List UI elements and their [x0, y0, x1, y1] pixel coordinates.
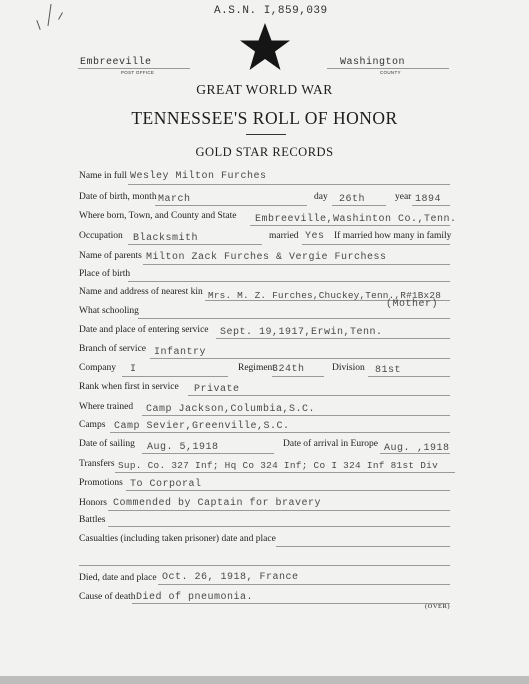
born-label: Where born, Town, and County and State [79, 211, 237, 221]
died-label: Died, date and place [79, 573, 157, 583]
arrival-month: Aug. [384, 443, 411, 454]
schooling-label: What schooling [79, 306, 139, 316]
regiment-value: 324th [272, 364, 305, 375]
dob-month-value: March [158, 194, 191, 205]
company-value: I [130, 364, 137, 375]
header-great-world-war: GREAT WORLD WAR [196, 82, 333, 97]
branch-label: Branch of service [79, 344, 146, 354]
promotions-label: Promotions [79, 478, 123, 488]
rank-label: Rank when first in service [79, 382, 179, 392]
name-label: Name in full [79, 171, 128, 181]
honors-label: Honors [79, 498, 107, 508]
dob-day-label: day [314, 192, 328, 202]
sailing-value: Aug. 5,1918 [147, 442, 219, 453]
camps-value: Camp Sevier,Greenville,S.C. [114, 421, 290, 432]
regiment-label: Regiment [238, 363, 275, 373]
header-divider [246, 134, 286, 135]
battles-label: Battles [79, 515, 106, 525]
married-value: Yes [305, 231, 325, 242]
dob-day-value: 26th [339, 194, 366, 205]
promotions-value: To Corporal [130, 479, 202, 490]
parents-value: Milton Zack Furches & Vergie Furchess [146, 252, 387, 263]
born-value: Embreeville,Washinton Co.,Tenn. [255, 214, 457, 225]
occupation-value: Blacksmith [133, 233, 199, 244]
trained-label: Where trained [79, 402, 134, 412]
camps-label: Camps [79, 420, 106, 430]
scan-mark [47, 4, 51, 26]
parents-label: Name of parents [79, 251, 142, 261]
occupation-label: Occupation [79, 231, 123, 241]
cause-label: Cause of death [79, 592, 136, 602]
entering-service-label: Date and place of entering service [79, 325, 209, 335]
casualties-label: Casualties (including taken prisoner) date and place [79, 534, 276, 544]
transfers-value: Sup. Co. 327 Inf; Hq Co 324 Inf; Co I 324 Inf 81st Div [118, 460, 438, 471]
gold-star-icon [238, 22, 292, 72]
kin-label: Name and address of nearest kin [79, 287, 203, 297]
post-office-value: Embreeville [80, 57, 152, 68]
county-label: COUNTY [380, 70, 401, 75]
married-label: married [269, 231, 299, 241]
branch-value: Infantry [154, 347, 207, 358]
scan-mark [36, 20, 40, 30]
kin-relation: (Mother) [386, 299, 439, 310]
dob-year-label: year [395, 192, 412, 202]
header-gold-star-records: GOLD STAR RECORDS [195, 145, 334, 159]
asn-number: A.S.N. I,859,039 [214, 5, 328, 17]
division-label: Division [332, 363, 365, 373]
honors-value: Commended by Captain for bravery [113, 498, 322, 509]
division-value: 81st [375, 365, 402, 376]
post-office-label: POST OFFICE [121, 70, 155, 75]
rank-value: Private [194, 384, 240, 395]
dob-year-value: 1894 [415, 194, 442, 205]
county-value: Washington [340, 57, 406, 68]
kin-value: Mrs. M. Z. Furches,Chuckey,Tenn.,R#1Bx28 [208, 290, 442, 301]
scan-mark [58, 12, 63, 19]
bottom-edge [0, 676, 529, 684]
entering-service-value: Sept. 19,1917,Erwin,Tenn. [220, 327, 383, 338]
cause-value: Died of pneumonia. [136, 592, 254, 603]
died-value: Oct. 26, 1918, France [162, 572, 299, 583]
transfers-label: Transfers [79, 459, 115, 469]
place-of-birth-label: Place of birth [79, 269, 131, 279]
arrival-year: ,1918 [417, 443, 450, 454]
sailing-label: Date of sailing [79, 439, 135, 449]
family-label: If married how many in family [334, 231, 452, 241]
trained-value: Camp Jackson,Columbia,S.C. [146, 404, 316, 415]
name-value: Wesley Milton Furches [130, 171, 267, 182]
dob-label: Date of birth, month [79, 192, 157, 202]
company-label: Company [79, 363, 116, 373]
over-label: (OVER) [425, 603, 451, 610]
arrival-label: Date of arrival in Europe [283, 439, 378, 449]
header-roll-of-honor: TENNESSEE'S ROLL OF HONOR [131, 108, 398, 128]
